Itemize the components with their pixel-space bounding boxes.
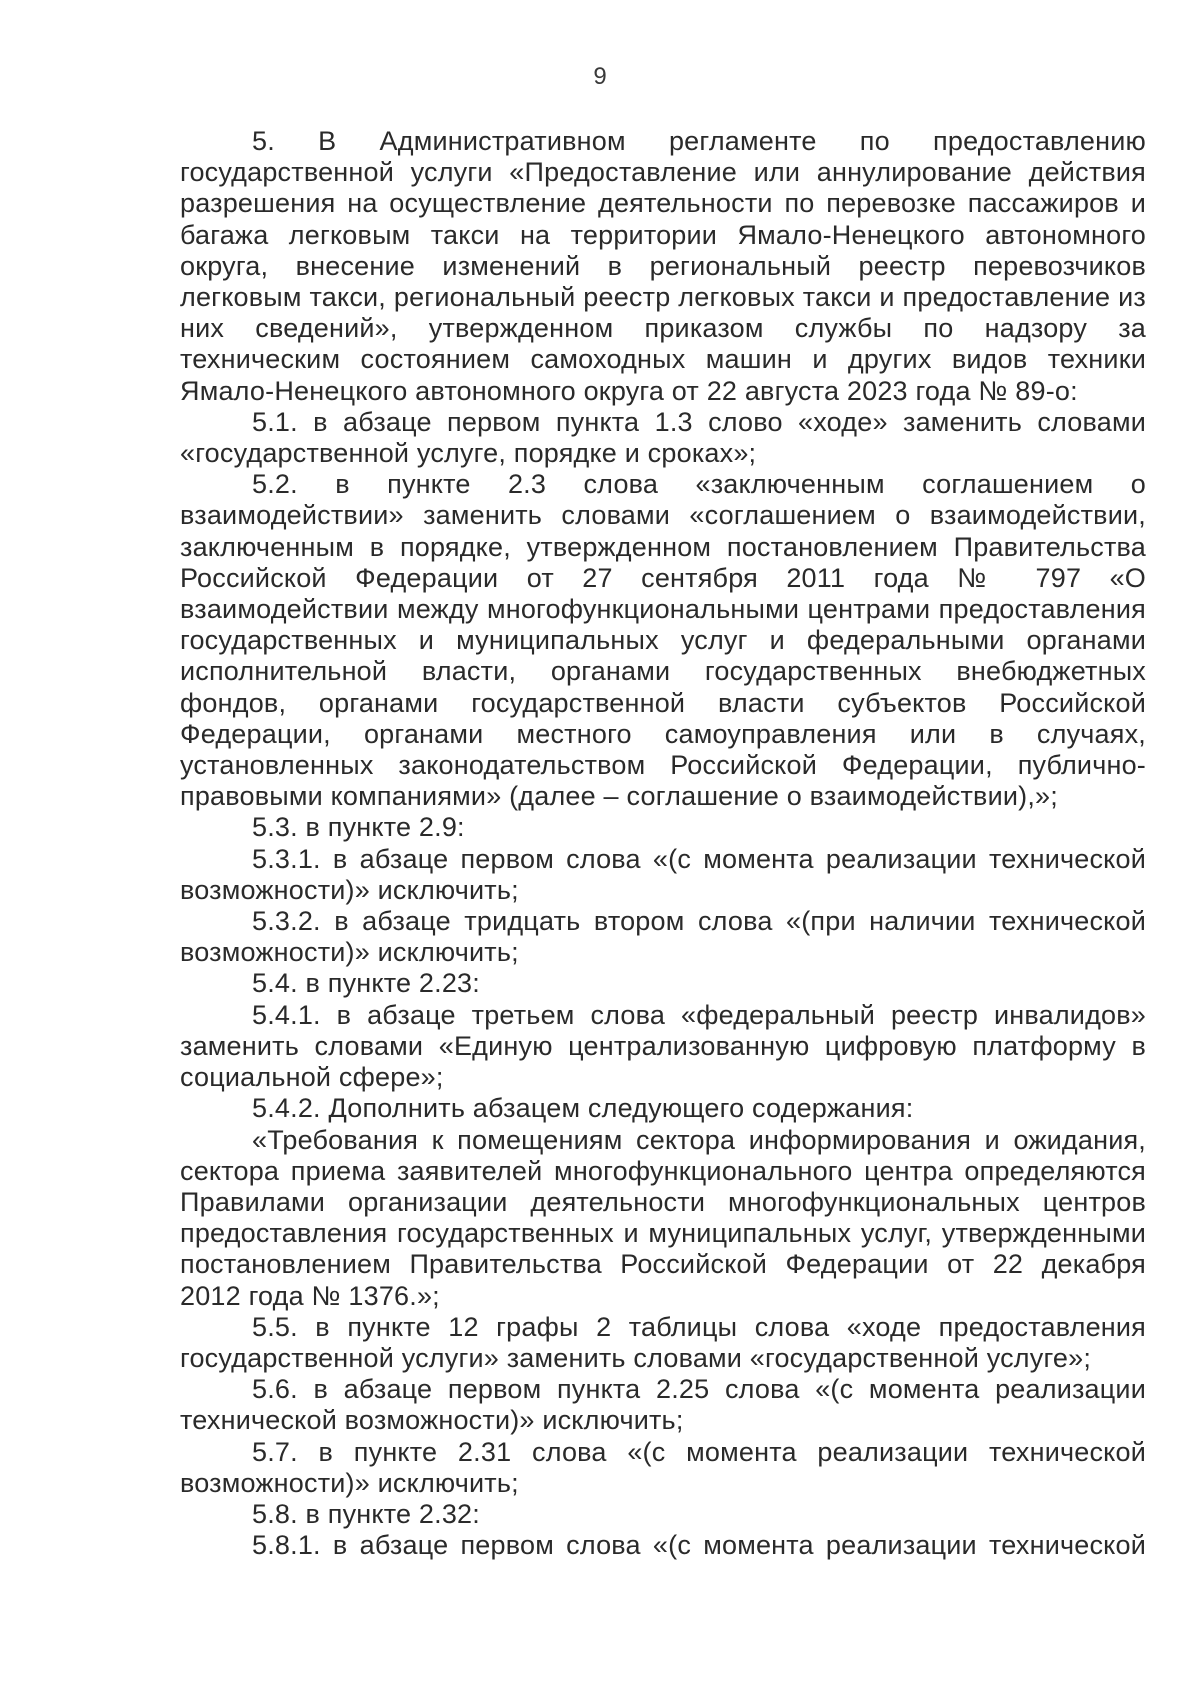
paragraph-5-2: 5.2. в пункте 2.3 слова «заключенным соглашением о взаимодействии» заменить словами «соглашением о взаимодействии, заключенным в порядке, утвержденном постановлением Правительства Российской Федерации от 27 сентября 2011 года № 797 «О взаимодействии между многофункциональными центрами предоставления государственных и муниципальных услуг и федеральными органами исполнительной власти, органами государственных внебюджетных фондов, органами государственной власти субъектов Российской Федерации, органами местного самоуправления или в случаях, установленных законодательством Российской Федерации, публично-правовыми компаниями» (далее – соглашение о взаимодействии),»; — [180, 469, 1146, 812]
paragraph-5-7: 5.7. в пункте 2.31 слова «(с момента реализации технической возможности)» исключить; — [180, 1436, 1146, 1498]
paragraph-5-4: 5.4. в пункте 2.23: — [252, 968, 480, 999]
paragraph-5: 5. В Административном регламенте по предоставлению государственной услуги «Предоставление или аннулирование действия разрешения на осуществление деятельности по перевозке пассажиров и багажа легковым такси на территории Ямало-Ненецкого автономного округа, внесение изменений в региональный реестр перевозчиков легковым такси, региональный реестр легковых такси и предоставление из них сведений», утвержденном приказом службы по надзору за техническим состоянием самоходных машин и других видов техники Ямало-Ненецкого автономного округа от 22 августа 2023 года № 89-о: — [180, 126, 1146, 406]
page-number: 9 — [593, 63, 607, 90]
paragraph-5-8: 5.8. в пункте 2.32: — [252, 1498, 480, 1529]
paragraph-5-4-2: 5.4.2. Дополнить абзацем следующего содержания: — [252, 1093, 914, 1124]
paragraph-5-4-1: 5.4.1. в абзаце третьем слова «федеральный реестр инвалидов» заменить словами «Единую централизованную цифровую платформу в социальной сфере»; — [180, 999, 1146, 1093]
document-body — [180, 126, 1146, 1561]
paragraph-5-8-1: 5.8.1. в абзаце первом слова «(с момента реализации технической — [252, 1530, 1146, 1561]
paragraph-5-6: 5.6. в абзаце первом пункта 2.25 слова «(с момента реализации технической возможности)» исключить; — [180, 1374, 1146, 1436]
paragraph-5-3-1: 5.3.1. в абзаце первом слова «(с момента реализации технической возможности)» исключить; — [180, 843, 1146, 905]
paragraph-5-3-2: 5.3.2. в абзаце тридцать втором слова «(при наличии технической возможности)» исключить; — [180, 906, 1146, 968]
paragraph-quoted-requirements: «Требования к помещениям сектора информирования и ожидания, сектора приема заявителей многофункционального центра определяются Правилами организации деятельности многофункциональных центров предоставления государственных и муниципальных услуг, утвержденными постановлением Правительства Российской Федерации от 22 декабря 2012 года № 1376.»; — [180, 1124, 1146, 1311]
paragraph-5-1: 5.1. в абзаце первом пункта 1.3 слово «ходе» заменить словами «государственной услуге, порядке и сроках»; — [180, 406, 1146, 469]
paragraph-5-5: 5.5. в пункте 12 графы 2 таблицы слова «ходе предоставления государственной услуги» заменить словами «государственной услуге»; — [180, 1311, 1146, 1373]
paragraph-5-3: 5.3. в пункте 2.9: — [252, 812, 465, 843]
